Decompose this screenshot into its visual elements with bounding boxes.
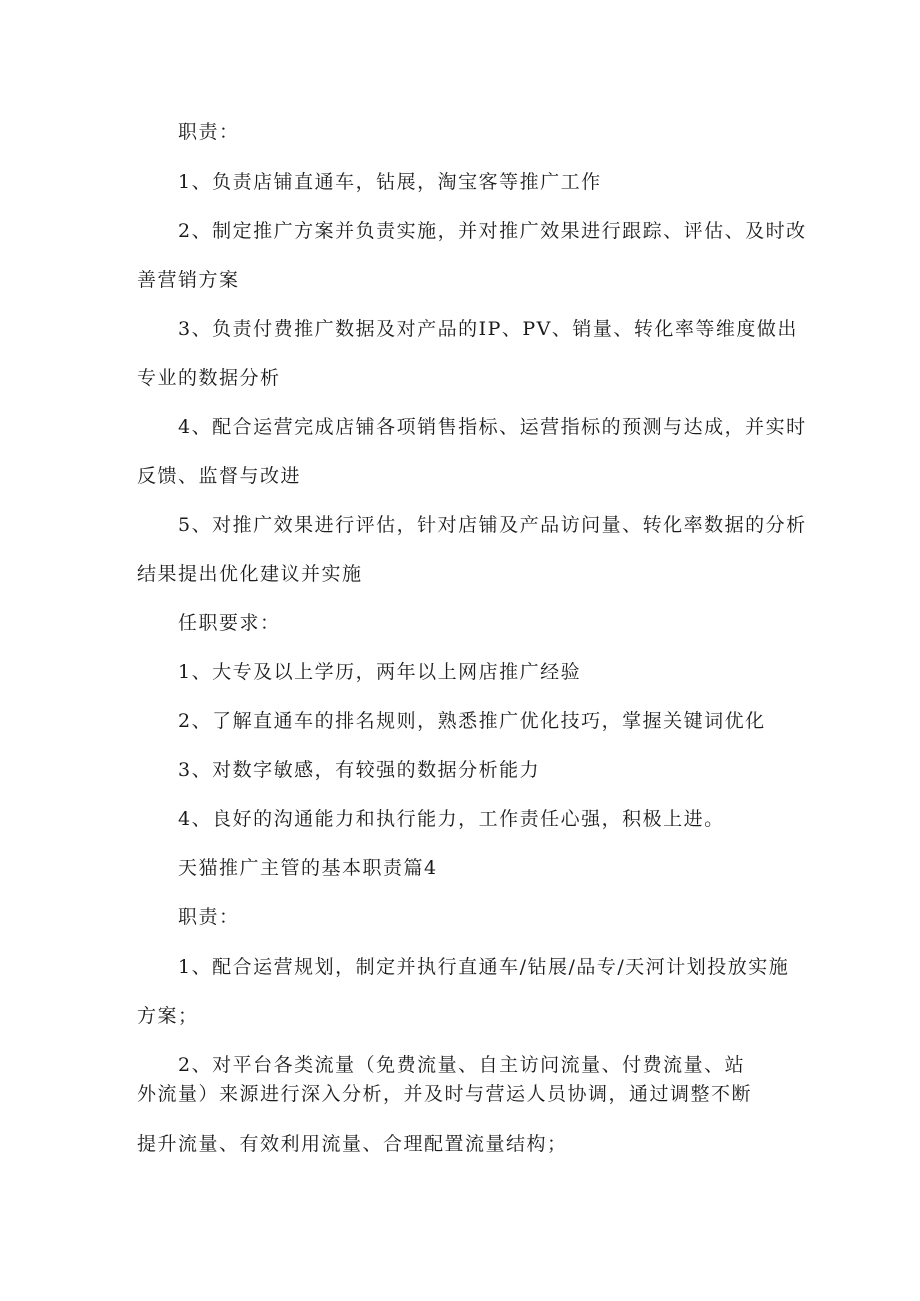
duty-2-item-2-line-1: 2、对平台各类流量（免费流量、自主访问流量、付费流量、站 [178,1054,746,1076]
requirement-item-4: 4、良好的沟通能力和执行能力，工作责任心强，积极上进。 [178,808,725,830]
duty-item-1: 1、负责店铺直通车，钻展，淘宝客等推广工作 [178,171,602,193]
duty-2-item-1-line-2: 方案； [137,1005,199,1027]
duty-2-item-1-line-1: 1、配合运营规划，制定并执行直通车/钻展/品专/天河计划投放实施 [178,956,790,978]
duty-item-5-line-2: 结果提出优化建议并实施 [137,563,363,585]
duty-item-2-line-2: 善营销方案 [137,269,240,291]
section-heading-duties-2: 职责： [178,906,240,928]
article-title: 天猫推广主管的基本职责篇4 [178,857,438,879]
duty-2-item-2-line-2: 外流量）来源进行深入分析，并及时与营运人员协调，通过调整不断 [137,1083,753,1105]
duty-item-3-line-2: 专业的数据分析 [137,367,281,389]
duty-item-4-line-2: 反馈、监督与改进 [137,465,302,487]
duty-item-4-line-1: 4、配合运营完成店铺各项销售指标、运营指标的预测与达成，并实时 [178,416,807,438]
section-heading-duties: 职责： [178,121,240,143]
duty-item-5-line-1: 5、对推广效果进行评估，针对店铺及产品访问量、转化率数据的分析 [178,514,807,536]
duty-item-3-line-1: 3、负责付费推广数据及对产品的IP、PV、销量、转化率等维度做出 [178,318,798,340]
requirement-item-2: 2、了解直通车的排名规则，熟悉推广优化技巧，掌握关键词优化 [178,710,766,732]
requirement-item-1: 1、大专及以上学历，两年以上网店推广经验 [178,661,582,683]
duty-2-item-2-line-3: 提升流量、有效利用流量、合理配置流量结构； [137,1133,568,1155]
duty-item-2-line-1: 2、制定推广方案并负责实施，并对推广效果进行跟踪、评估、及时改 [178,220,807,242]
section-heading-requirements: 任职要求： [178,612,281,634]
requirement-item-3: 3、对数字敏感，有较强的数据分析能力 [178,759,541,781]
